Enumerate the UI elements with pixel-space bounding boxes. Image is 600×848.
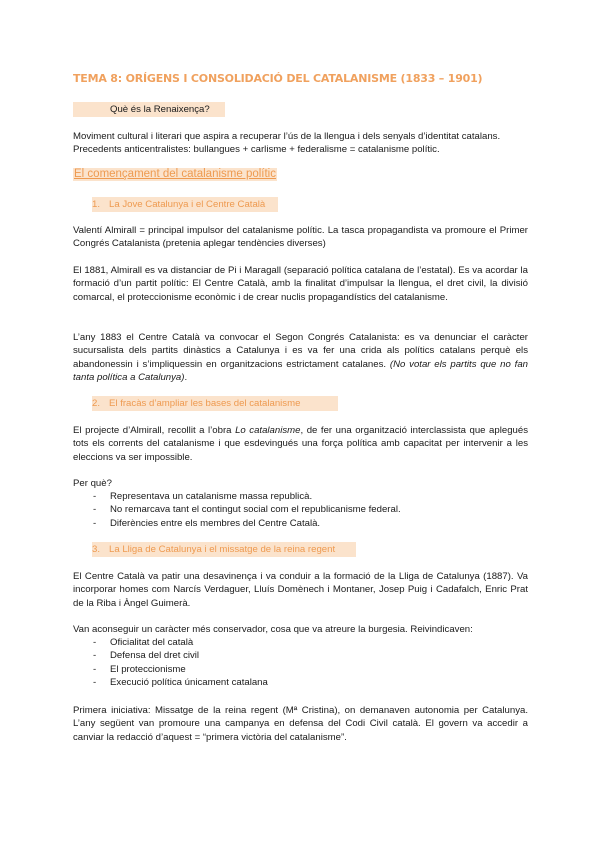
list-dash: - — [93, 504, 97, 516]
s3-paragraph-3: Primera iniciativa: Missatge de la reina regent (Mª Cristina), on demanaven autonomia per Catalunya. L’any següent van promoure una campanya en defensa del Codi Civil català. El govern va accedir a canviar la redacció d’aquest = “primera victòria del catalanisme”. — [73, 705, 528, 743]
list-dash: - — [93, 650, 97, 662]
s1-paragraph-3-italic: (No votar els partits que no fan tanta política a Catalunya) — [73, 358, 528, 384]
subsection-3-number: 3. — [92, 544, 101, 555]
document-title: TEMA 8: ORÍGENS I CONSOLIDACIÓ DEL CATALANISME (1833 – 1901) — [73, 72, 483, 85]
list-dash: - — [93, 517, 97, 529]
s2-paragraph-1-italic: Lo catalanisme — [235, 425, 301, 436]
intro-line-2: Precedents anticentralistes: bullangues + carlisme + federalisme = catalanisme polític. — [73, 144, 440, 156]
subsection-2-heading — [92, 396, 338, 411]
s1-paragraph-3 — [73, 331, 528, 385]
list-dash: - — [93, 637, 97, 648]
subsection-1-heading — [92, 197, 278, 212]
renaixenca-heading — [73, 102, 225, 117]
intro-line-1: Moviment cultural i literari que aspira a recuperar l’ús de la llengua i dels senyals d’identitat catalans. — [73, 131, 501, 142]
section-title: El començament del catalanisme polític — [74, 168, 276, 180]
s3-paragraph-2: Van aconseguir un caràcter més conservador, cosa que va atreure la burgesia. Reivindicaven: — [73, 624, 473, 635]
list-dash: - — [93, 491, 97, 502]
s2-paragraph-1-b: , de fer una organització interclassista que aplegués tots els corrents del catalanisme i que esdevingués una força política amb capacitat per intervenir a les eleccions va ser impossible. — [73, 425, 528, 463]
s1-paragraph-3-end: . — [184, 372, 188, 384]
intro-paragraph — [73, 130, 528, 157]
list-dash: - — [93, 677, 97, 689]
subsection-3-heading — [92, 542, 356, 557]
list-dash: - — [93, 663, 97, 675]
s2-why: Per què? — [73, 478, 112, 489]
s2-paragraph-1-a: El projecte d’Almirall, recollit a l’obra — [73, 425, 236, 436]
s1-paragraph-3-main: L’any 1883 el Centre Català va convocar el Segon Congrés Catalanista: es va denunciar el caràcter sucursalista dels partits dinàstics a Catalunya i es va fer una crida als polítics catalans perquè els abandonessin i s’impliquessin en organitzacions estrictament catalanes. — [73, 332, 528, 370]
subsection-3-label: La Lliga de Catalunya i el missatge de la reina regent — [109, 544, 336, 555]
s3-paragraph-1: El Centre Català va patir una desavinença i va conduir a la formació de la Lliga de Catalunya (1887). Va incorporar homes com Narcís Verdaguer, Lluís Domènech i Montaner, Josep Puig i Cadafalch, Enric Prat de la Riba i Àngel Guimerà. — [73, 571, 528, 609]
s2-paragraph-1 — [73, 424, 528, 464]
document-page: TEMA 8: ORÍGENS I CONSOLIDACIÓ DEL CATALANISME (1833 – 1901) Què és la Renaixença? Moviment cultural i literari que aspira a recuperar l’ús de la llengua i dels senyals d’identitat catalans. Precedents anticentralistes: bullangues + carlisme + federalisme = catalanisme polític. El començament del catalanisme polític 1. La Jove Catalunya i el Centre Català Valentí Almirall = principal impulsor del catalanisme polític. La tasca propagandista va promoure el Primer Congrés Catalanista (pretenia aplegar tendències diverses) El 1881, Almirall es va distanciar de Pi i Maragall (separació política catalana de l’estatal). Es va acordar la formació d’un partit polític: El Centre Català, amb la finalitat d’impulsar la llengua, el dret civil, la divisió comarcal, el proteccionisme econòmic i de crear nuclis propagandístics del catalanisme. L’any 1883 el Centre Català va convocar el Segon Congrés Catalanista: es va denunciar el caràcter sucursalista dels partits dinàstics a Catalunya i es va fer una crida als polítics catalans perquè els abandonessin i s’impliquessin en organitzacions estrictament catalanes. (No votar els partits que no fan tanta política a Catalunya). 2. El fracàs d’ampliar les bases del catalanisme El projecte d’Almirall, recollit a l’obra Lo catalanisme, de fer una organització interclassista que aplegués tots els corrents del catalanisme i que esdevingués una força política amb capacitat per intervenir a les eleccions va ser impossible. Per què? - Representava un catalanisme massa republicà. - No remarcava tant el contingut social com el republicanisme federal. - Diferències entre els membres del Centre Català. 3. La Lliga de Catalunya i el missatge de la reina regent El Centre Català va patir una desavinença i va conduir a la formació de la Lliga de Catalunya (1887). Va incorporar homes com Narcís Verdaguer, Lluís Domènech i Montaner, Josep Puig i Cadafalch, Enric Prat de la Riba i Àngel Guimerà. Van aconseguir un caràcter més conservador, cosa que va atreure la burgesia. Reivindicaven: - Oficialitat del català - Defensa del dret civil - El proteccionisme - Execució política únicament catalana Primera iniciativa: Missatge de la reina regent (Mª Cristina), on demanaven autonomia per Catalunya. L’any següent van promoure una campanya en defensa del Codi Civil català. El govern va accedir a canviar la redacció d’aquest = “primera victòria del catalanisme”. — [73, 72, 528, 743]
s1-paragraph-2: El 1881, Almirall es va distanciar de Pi i Maragall (separació política catalana de l’estatal). Es va acordar la formació d’un partit polític: El Centre Català, amb la finalitat d’impulsar la llengua, el dret civil, la divisió comarcal, el proteccionisme econòmic i de crear nuclis propagandístics del catalanisme. — [73, 265, 528, 303]
subsection-1-number: 1. — [92, 199, 101, 210]
subsection-1-label: La Jove Catalunya i el Centre Català — [109, 199, 266, 210]
s1-paragraph-1: Valentí Almirall = principal impulsor del catalanisme polític. La tasca propagandista va promoure el Primer Congrés Catalanista (pretenia aplegar tendències diverses) — [73, 225, 528, 250]
subsection-2-label: El fracàs d’ampliar les bases del catalanisme — [109, 398, 301, 409]
subsection-2-number: 2. — [92, 398, 101, 409]
renaixenca-heading-text: Què és la Renaixença? — [110, 104, 210, 115]
